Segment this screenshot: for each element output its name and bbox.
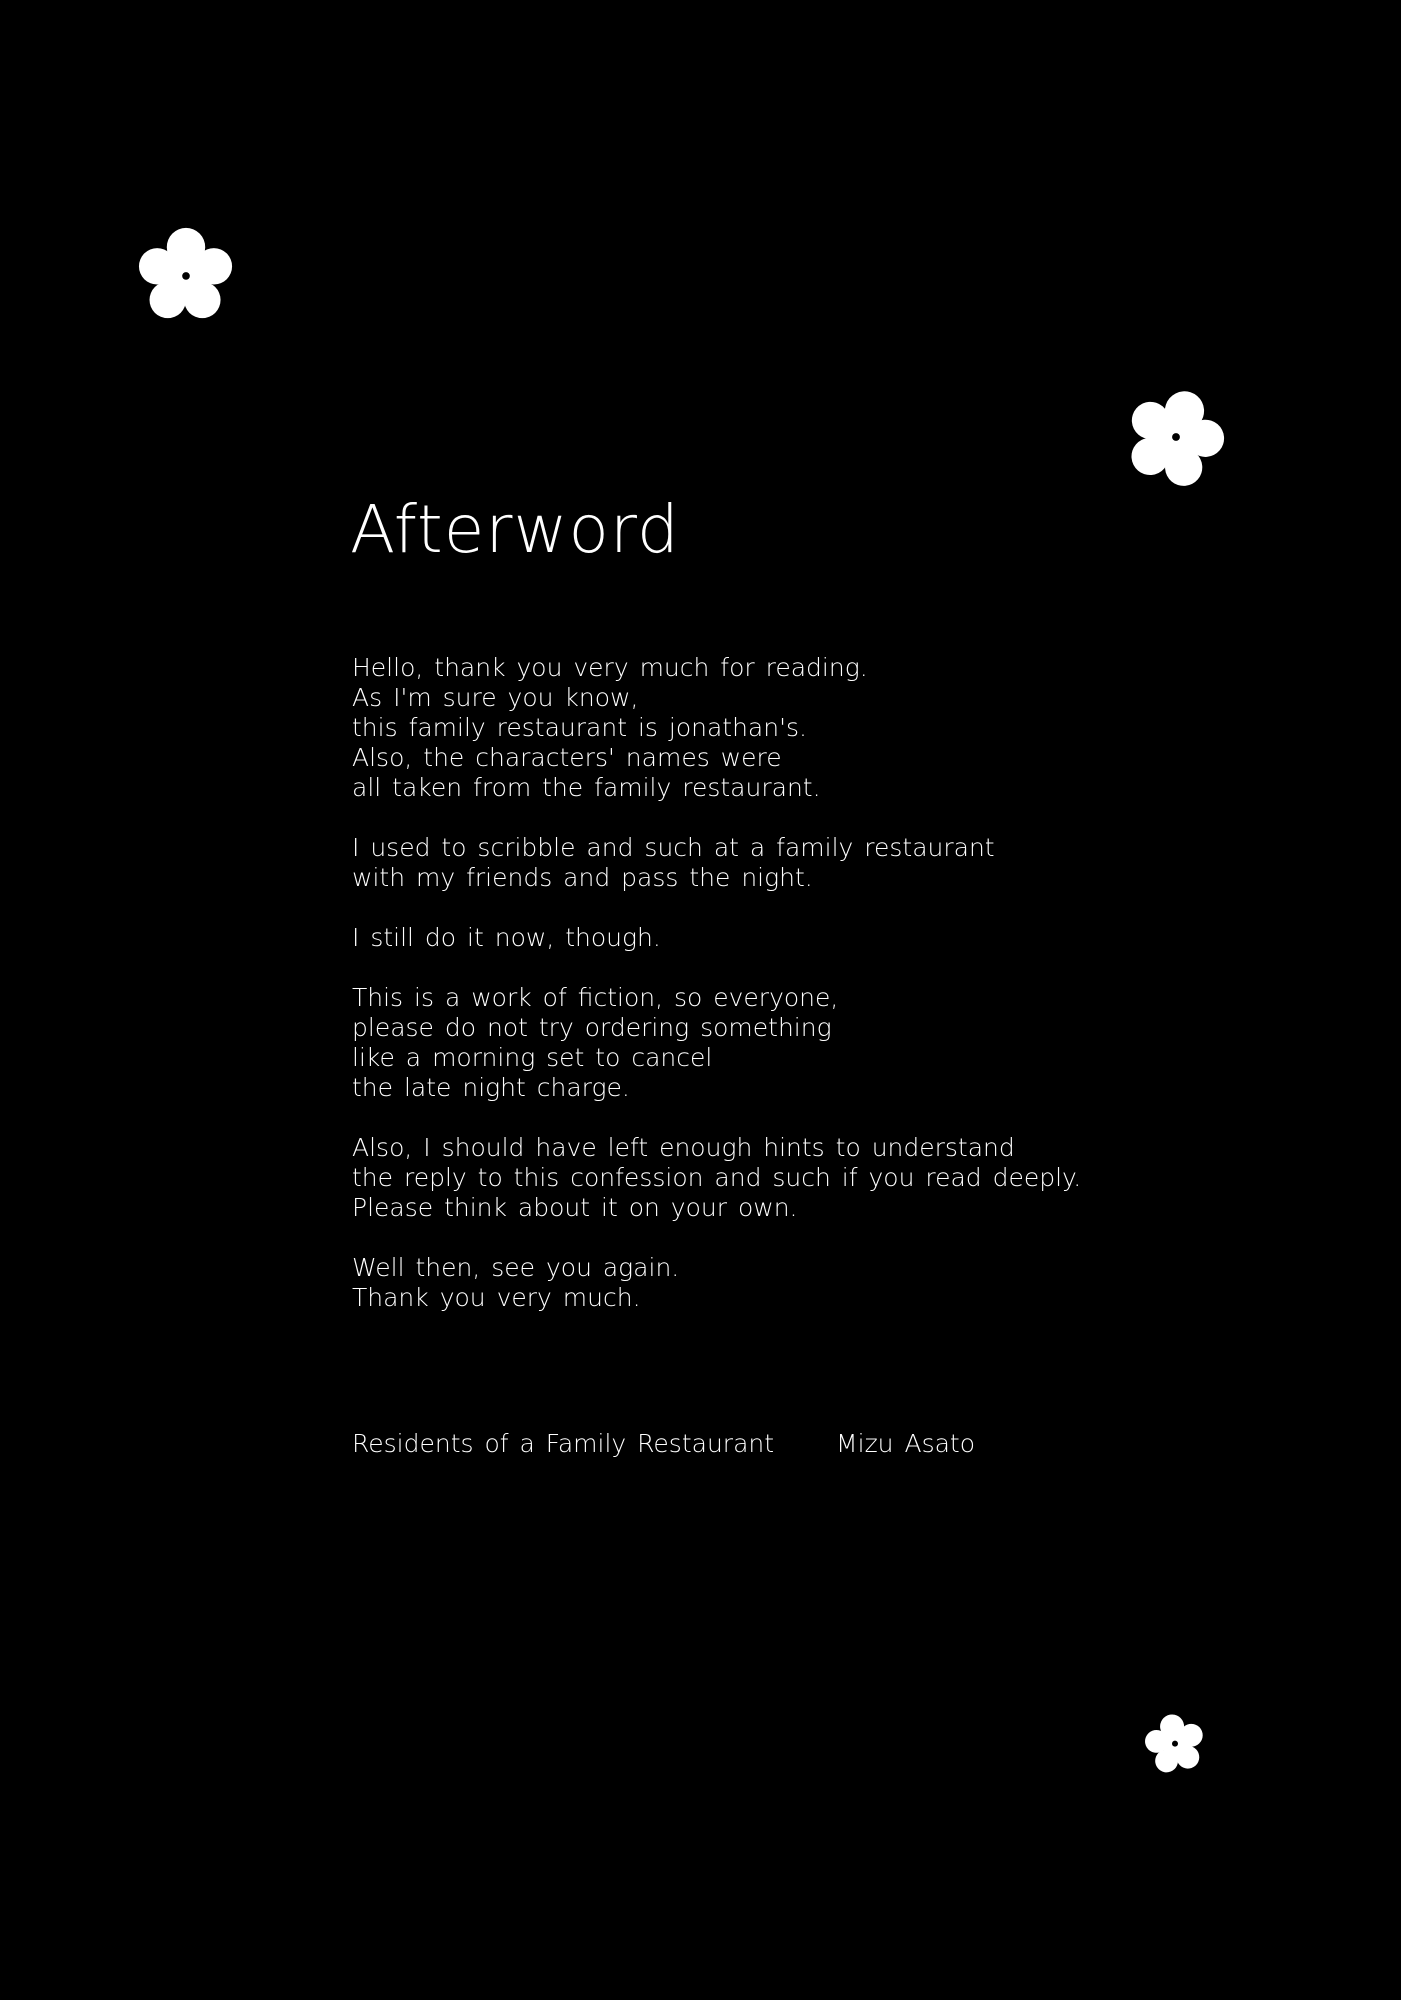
text-line: this family restaurant is jonathan's. [352,713,807,742]
text-line: the late night charge. [352,1073,630,1102]
paragraph [352,1253,1252,1313]
afterword-body [352,653,1252,1343]
flower-icon [1145,1713,1205,1773]
paragraph [352,923,1252,953]
flower-icon [1127,388,1225,486]
text-line: Hello, thank you very much for reading. [352,653,868,682]
paragraph [352,1133,1252,1223]
text-line: like a morning set to cancel [352,1043,713,1072]
text-line: Also, I should have left enough hints to understand [352,1133,1015,1162]
text-line: all taken from the family restaurant. [352,773,821,802]
text-line: I used to scribble and such at a family restaurant [352,833,995,862]
text-line: As I'm sure you know, [352,683,639,712]
text-line: Thank you very much. [352,1283,641,1312]
page-title: Afterword [350,491,680,568]
text-line: please do not try ordering something [352,1013,832,1042]
text-line: Also, the characters' names were [352,743,782,772]
signature [352,1429,975,1459]
text-line: I still do it now, though. [352,923,661,952]
text-line: This is a work of fiction, so everyone, [352,983,839,1012]
text-line: Please think about it on your own. [352,1193,798,1222]
author-name: Mizu Asato [836,1429,976,1458]
text-line: with my friends and pass the night. [352,863,813,892]
paragraph [352,833,1252,893]
paragraph [352,983,1252,1103]
text-line: the reply to this confession and such if you read deeply. [352,1163,1082,1192]
text-line: Well then, see you again. [352,1253,680,1282]
flower-icon [138,226,234,322]
work-title: Residents of a Family Restaurant [352,1429,775,1458]
paragraph [352,653,1252,803]
